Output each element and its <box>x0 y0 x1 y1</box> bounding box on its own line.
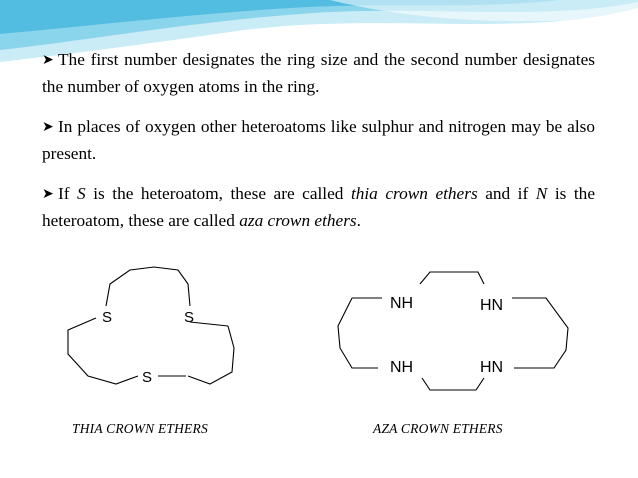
paragraph-run: aza crown ethers <box>239 211 357 230</box>
aza-crown-ether-structure <box>332 258 586 408</box>
slide-content <box>42 47 595 248</box>
paragraph-run: In places of oxygen other heteroatoms like sulphur and nitrogen may be also present. <box>42 117 595 163</box>
paragraph-run: and if <box>477 184 536 203</box>
aza-atom-nh-top-left: NH <box>390 295 414 312</box>
aza-caption: AZA CROWN ETHERS <box>373 421 503 436</box>
aza-atom-nh-bottom-left: NH <box>390 359 414 376</box>
thia-atom-s-left: S <box>102 309 113 326</box>
aza-ring-bonds <box>338 272 568 390</box>
thia-atom-s-bottom: S <box>142 369 153 386</box>
paragraph-run: is the heteroatom, these are called <box>85 184 351 203</box>
arrow-bullet-icon: ➤ <box>42 187 54 202</box>
thia-ring-bonds <box>68 267 234 384</box>
bullet-paragraph <box>42 181 595 234</box>
paragraph-run: is the heteroatom, these are called <box>42 184 595 230</box>
aza-atom-hn-top-right: HN <box>480 297 504 314</box>
paragraph-run: If <box>58 184 78 203</box>
paragraph-run: S <box>77 184 86 203</box>
thia-crown-ether-structure <box>58 262 252 406</box>
bullet-paragraph <box>42 47 595 100</box>
paragraph-run: thia crown ethers <box>350 184 478 203</box>
aza-atom-hn-bottom-right: HN <box>480 359 504 376</box>
thia-caption: THIA CROWN ETHERS <box>72 421 208 436</box>
arrow-bullet-icon: ➤ <box>42 120 54 135</box>
paragraph-run: N <box>535 184 548 203</box>
paragraph-run: The first number designates the ring size and the second number designates the number of oxygen atoms in the ring. <box>42 50 595 96</box>
thia-atom-s-right: S <box>184 309 195 326</box>
paragraph-run: . <box>356 211 361 230</box>
bullet-paragraph <box>42 114 595 167</box>
arrow-bullet-icon: ➤ <box>42 53 54 68</box>
